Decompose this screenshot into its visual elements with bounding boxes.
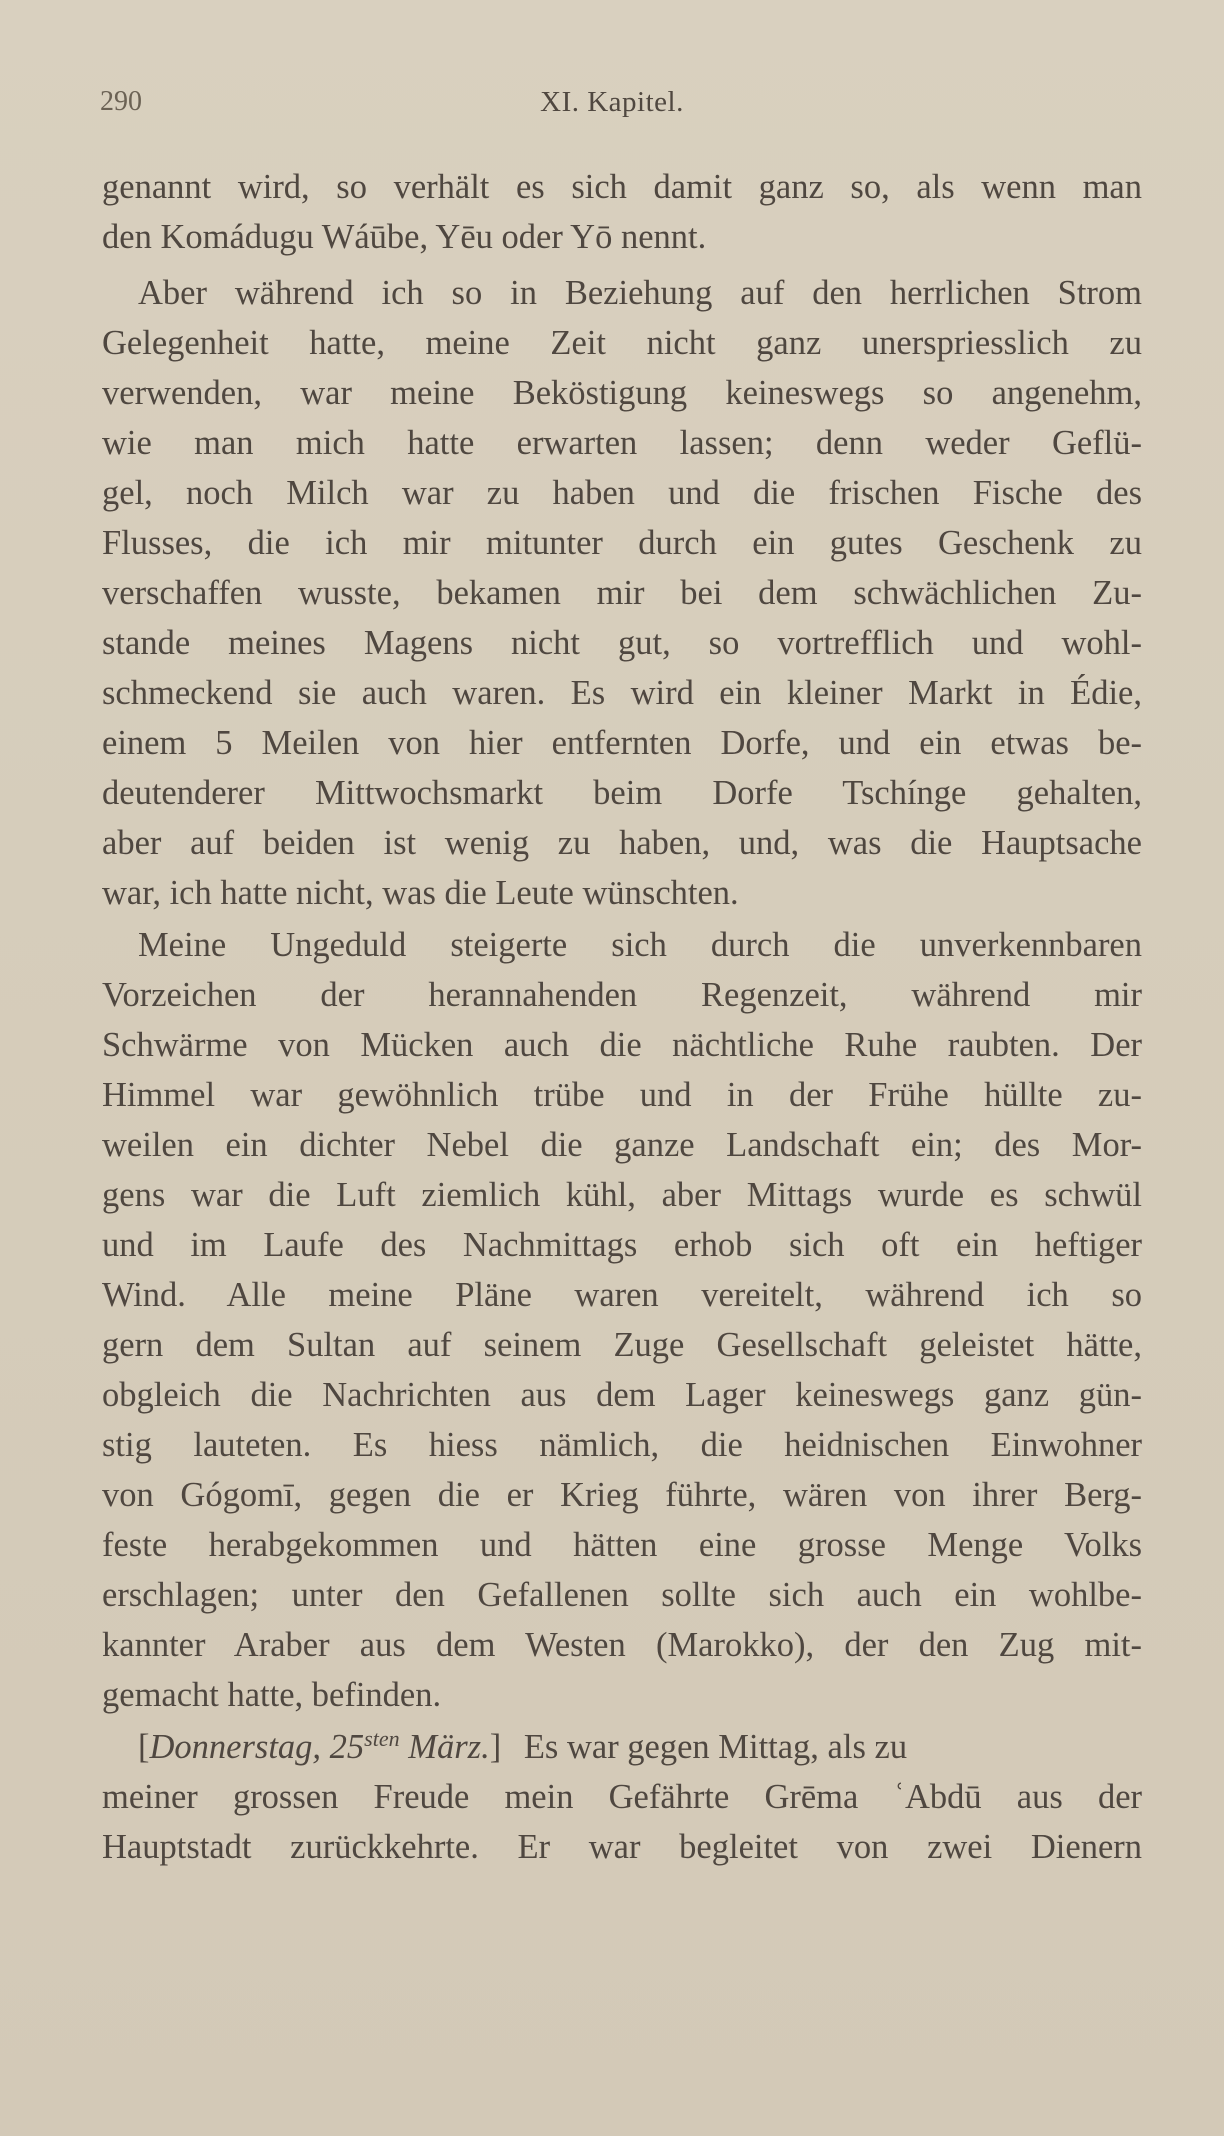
running-head: XI. Kapitel. [540, 86, 684, 118]
text-line: Gelegenheit hatte, meine Zeit nicht ganz unerspriesslich zu [102, 324, 1142, 362]
text-line: Vorzeichen der herannahenden Regenzeit, während mir [102, 976, 1142, 1014]
text-line: den Komádugu Wáūbe, Yēu oder Yō nennt. [102, 218, 707, 256]
date-month: März. [408, 1728, 490, 1766]
text-line: deutenderer Mittwochsmarkt beim Dorfe Tschínge gehalten, [102, 774, 1142, 812]
text-line: feste herabgekommen und hätten eine grosse Menge Volks [102, 1526, 1142, 1564]
text-line: obgleich die Nachrichten aus dem Lager keineswegs ganz gün- [102, 1376, 1142, 1414]
text-line: verwenden, war meine Beköstigung keineswegs so angenehm, [102, 374, 1142, 412]
text-line: schmeckend sie auch waren. Es wird ein kleiner Markt in Édie, [102, 674, 1142, 712]
text-line: von Gógomī, gegen die er Krieg führte, wären von ihrer Berg- [102, 1476, 1142, 1514]
text-line: erschlagen; unter den Gefallenen sollte sich auch ein wohlbe- [102, 1576, 1142, 1614]
text-line: Meine Ungeduld steigerte sich durch die unverkennbaren [138, 926, 1142, 964]
date-ordinal-suffix: sten [364, 1726, 400, 1751]
text-line: genannt wird, so verhält es sich damit ganz so, als wenn man [102, 168, 1142, 206]
text-line: Schwärme von Mücken auch die nächtliche Ruhe raubten. Der [102, 1026, 1142, 1064]
page-number: 290 [100, 86, 142, 117]
date-bracket-close: ] [489, 1728, 502, 1766]
text-line: gel, noch Milch war zu haben und die frischen Fische des [102, 474, 1142, 512]
text-line: Aber während ich so in Beziehung auf den herrlichen Strom [138, 274, 1142, 312]
text-line: kannter Araber aus dem Westen (Marokko), der den Zug mit- [102, 1626, 1142, 1664]
text-line: war, ich hatte nicht, was die Leute wünschten. [102, 874, 739, 912]
text-line: wie man mich hatte erwarten lassen; denn weder Geflü- [102, 424, 1142, 462]
text-line: verschaffen wusste, bekamen mir bei dem schwächlichen Zu- [102, 574, 1142, 612]
text-line: Flusses, die ich mir mitunter durch ein gutes Geschenk zu [102, 524, 1142, 562]
text-line: weilen ein dichter Nebel die ganze Landschaft ein; des Mor- [102, 1126, 1142, 1164]
text-line: meiner grossen Freude mein Gefährte Grēma ʿAbdū aus der [102, 1778, 1142, 1816]
text-line: gern dem Sultan auf seinem Zuge Gesellschaft geleistet hätte, [102, 1326, 1142, 1364]
date-ordinal-number: 25 [329, 1728, 365, 1766]
text-line: gens war die Luft ziemlich kühl, aber Mittags wurde es schwül [102, 1176, 1142, 1214]
text-line: stig lauteten. Es hiess nämlich, die heidnischen Einwohner [102, 1426, 1142, 1464]
text-line: Hauptstadt zurückkehrte. Er war begleitet von zwei Dienern [102, 1828, 1142, 1866]
text-line: Himmel war gewöhnlich trübe und in der Frühe hüllte zu- [102, 1076, 1142, 1114]
text-line: und im Laufe des Nachmittags erhob sich oft ein heftiger [102, 1226, 1142, 1264]
text-line: einem 5 Meilen von hier entfernten Dorfe, und ein etwas be- [102, 724, 1142, 762]
date-ordinal [330, 1728, 400, 1766]
text-line: gemacht hatte, befinden. [102, 1676, 442, 1714]
date-day: Donnerstag, [149, 1728, 322, 1766]
text-line: aber auf beiden ist wenig zu haben, und, was die Hauptsache [102, 824, 1142, 862]
date-bracket-open: [ [138, 1728, 150, 1766]
text-line: Wind. Alle meine Pläne waren vereitelt, während ich so [102, 1276, 1142, 1314]
text-line: stande meines Magens nicht gut, so vortrefflich und wohl- [102, 624, 1142, 662]
date-marker-line [102, 1722, 1142, 1772]
text-line-tail: Es war gegen Mittag, als zu [523, 1728, 908, 1766]
